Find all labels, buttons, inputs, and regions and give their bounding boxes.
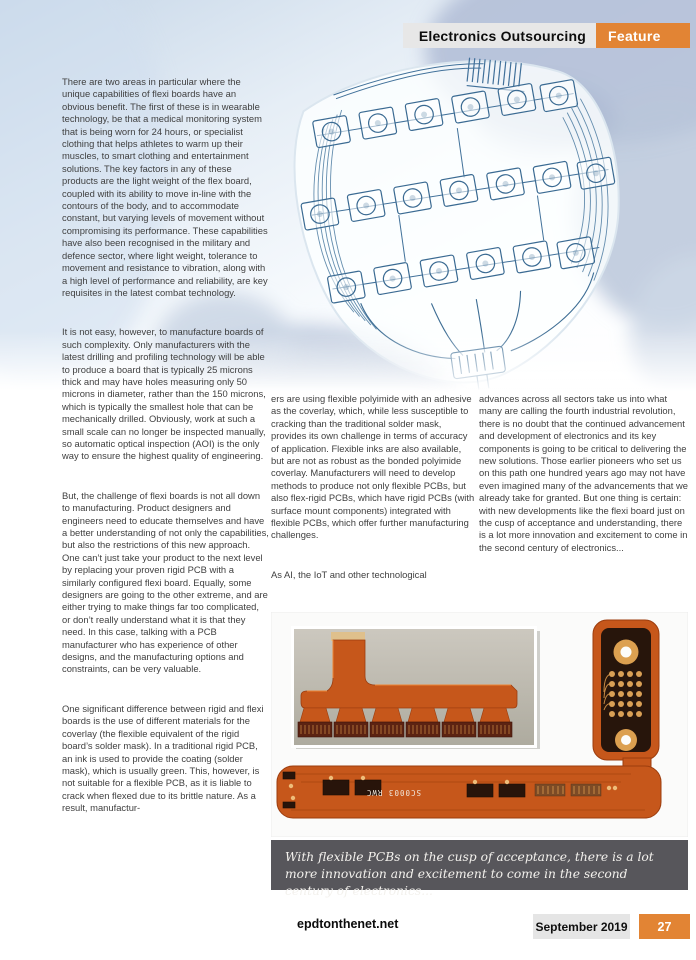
article-column-2 xyxy=(271,393,475,608)
image-caption-text: With flexible PCBs on the cusp of acceptance, there is a lot more innovation and excitement to come in the second century of electronics... xyxy=(285,850,654,898)
body-paragraph: ers are using flexible polyimide with an adhesive as the coverlay, which, while less susceptible to cracking than the traditional solder mask, provides its own challenge in terms of accuracy of application. Flexible inks are also available, but are not as robust as the bonded polyimide coverlay. Manufacturers will need to develop methods to produce not only flexible PCBs, but also flex-rigid PCBs, which have rigid PCBs (with surface mount components) integrated with flexible PCBs, which offer further manufacturing challenges. xyxy=(271,393,475,541)
footer-page-number-badge xyxy=(639,914,690,939)
image-caption-bar xyxy=(271,840,688,898)
footer-website: epdtonthenet.net xyxy=(297,917,399,931)
flex-pcb-product-photo xyxy=(271,612,688,837)
article-column-1 xyxy=(62,76,269,842)
footer-issue-date: September 2019 xyxy=(535,919,628,934)
footer-issue-date-bar xyxy=(533,914,630,939)
body-paragraph: advances across all sectors take us into what many are calling the fourth industrial revolution, there is no doubt that the continued advancement and development of electronics and its key components is going to be critical to delivering the new solutions. Those earlier pioneers who set us on this path one hundred years ago may not have even imagined many of the advancements that we already take for granted. But one thing is certain: with new developments like the flexi board just on the cusp of acceptance and understanding, there is a lot more innovation and excitement to come in the second century of electronics... xyxy=(479,393,688,553)
inset-photo-flex-connectors xyxy=(291,626,540,749)
header-section-label: Electronics Outsourcing xyxy=(418,27,586,44)
svg-text:SC0003 RWC: SC0003 RWC xyxy=(365,788,421,797)
flex-strip-pcb xyxy=(277,766,661,818)
feature-tag-badge xyxy=(596,23,690,48)
header-section-bar xyxy=(403,23,596,48)
footer-page-number: 27 xyxy=(657,919,672,934)
feature-tag-label: Feature xyxy=(608,27,661,44)
body-paragraph: As AI, the IoT and other technological xyxy=(271,568,427,580)
body-paragraph: But, the challenge of flexi boards is not all down to manufacturing. Product designers and engineers need to educate themselves and have a better understanding of not only the capabilities, but also the restrictions of this new approach. One can’t just take your product to the next level by replacing your proven rigid PCB with a similarly configured flexi board. Equally, some designers are going to the other extreme, and are either trying to make things far too complicated, or don’t really understand what it is that they need. In this case, talking with a PCB manufacturer who has experience of other designs, and the manufacturing options and constraints, can be very valuable. xyxy=(62,489,269,675)
body-paragraph: One significant difference between rigid and flexi boards is the use of different materials for the coverlay (the flexible equivalent of the rigid board’s solder mask). In a traditional rigid PCB, an ink is used to provide the coating (solder mask), which is usually green. This, however, is not suitable for a flexible PCB, as it is liable to crack when flexed due to its brittle nature. As a result, manufactur- xyxy=(62,702,264,814)
body-paragraph: It is not easy, however, to manufacture boards of such complexity. Only manufacturers with the latest drilling and profiling technology will be able to produce a board that is typically 25 microns thick and may have holes measuring only 50 microns in diameter, rather than the 150 microns, which is typically the smallest hole that can be mechanically drilled. Obviously, work at such a small scale can no longer be inspected manually, so automatic optical inspection (AOI) is the only way to ensure the highest quality of engineering. xyxy=(62,326,266,462)
article-column-3 xyxy=(479,393,690,581)
body-paragraph: There are two areas in particular where the unique capabilities of flexi boards have an obvious benefit. The first of these is in wearable technology, be that a medical monitoring system that is being worn for 24 hours, or specialist clothing that helps athletes to warm up their muscles, to smart clothing and entertainment solutions. The key factors in any of these products are the light weight of the flex board, coupled with its ability to move in-line with the contours of the body, and to accommodate constant, but varying levels of movement without compromising its performance. These capabilities have also been recognised in the military and defence sector, where light weight, tolerance to movement and resistance to vibration, along with a high level of performance and reliability, are key requisites in the latest combat technology. xyxy=(62,76,268,298)
